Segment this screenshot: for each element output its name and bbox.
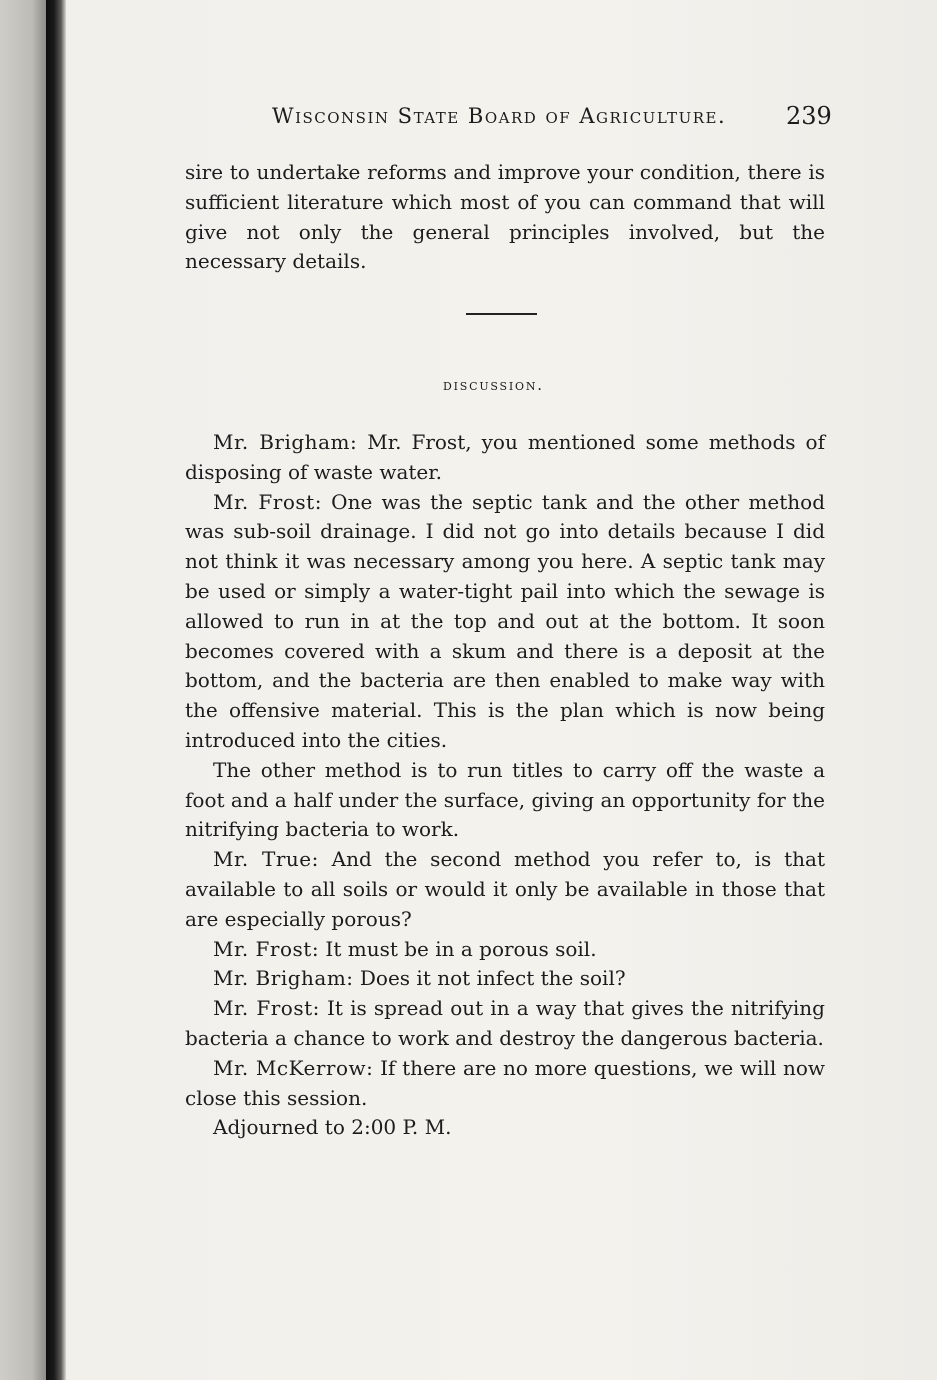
running-head: Wisconsin State Board of Agriculture. [272,104,727,128]
speaker-name: Mr. True: [213,847,319,872]
discussion-paragraph [185,488,825,756]
speech-text: It is spread out in a way that gives the nitrifying bacteria a chance to work and destroy the dangerous bacteria. [185,996,825,1050]
discussion-paragraph [185,428,825,488]
speech-text: It must be in a porous soil. [319,936,597,961]
discussion-text-block [185,428,825,1143]
speaker-name: Mr. Frost: [213,936,320,961]
discussion-paragraph [185,964,825,994]
discussion-paragraph [185,1054,825,1114]
speech-text: Mr. Frost, you mentioned some methods of disposing of waste water. [185,430,826,484]
speaker-name: Mr. McKerrow: [213,1055,374,1080]
speech-text: If there are no more questions, we will now close this session. [185,1055,825,1110]
section-divider-rule [466,313,537,315]
intro-text-block [185,158,825,277]
discussion-paragraph [185,935,825,965]
adjournment-line [185,1113,825,1143]
speech-text: The other method is to run titles to carry off the waste a foot and a half under the surface, giving an opportunity for the nitrifying bacteria to work. [185,757,825,842]
binding-edge [46,0,66,1380]
page-number: 239 [786,102,832,130]
speaker-name: Mr. Frost: [213,489,322,514]
speech-text: Does it not infect the soil? [353,966,626,991]
speech-text: And the second method you refer to, is that available to all soils or would it only be available in those that are especially porous? [185,847,826,931]
speaker-name: Mr. Brigham: [213,966,354,991]
speaker-name: Mr. Brigham: [213,430,358,454]
speech-text: Adjourned to 2:00 P. M. [213,1115,452,1140]
discussion-paragraph [185,756,825,845]
discussion-paragraph [185,994,825,1054]
section-heading: discussion. [443,376,544,394]
speech-text: One was the septic tank and the other method was sub-soil drainage. I did not go into details because I did not think it was necessary among you here. A septic tank may be used or simply a water-tight pail into which the sewage is allowed to run in at the top and out at the bottom. It soon becomes covered with a skum and there is a deposit at the bottom, and the bacteria are then enabled to make way with the offensive material. This is the plan which is now being introduced into the cities. [185,489,825,752]
binding-shadow [0,0,46,1380]
discussion-paragraph [185,845,825,934]
speaker-name: Mr. Frost: [213,996,320,1021]
intro-paragraph: sire to undertake reforms and improve your condition, there is sufficient literature which most of you can command that will give not only the general principles involved, but the necessary details. [185,160,825,274]
